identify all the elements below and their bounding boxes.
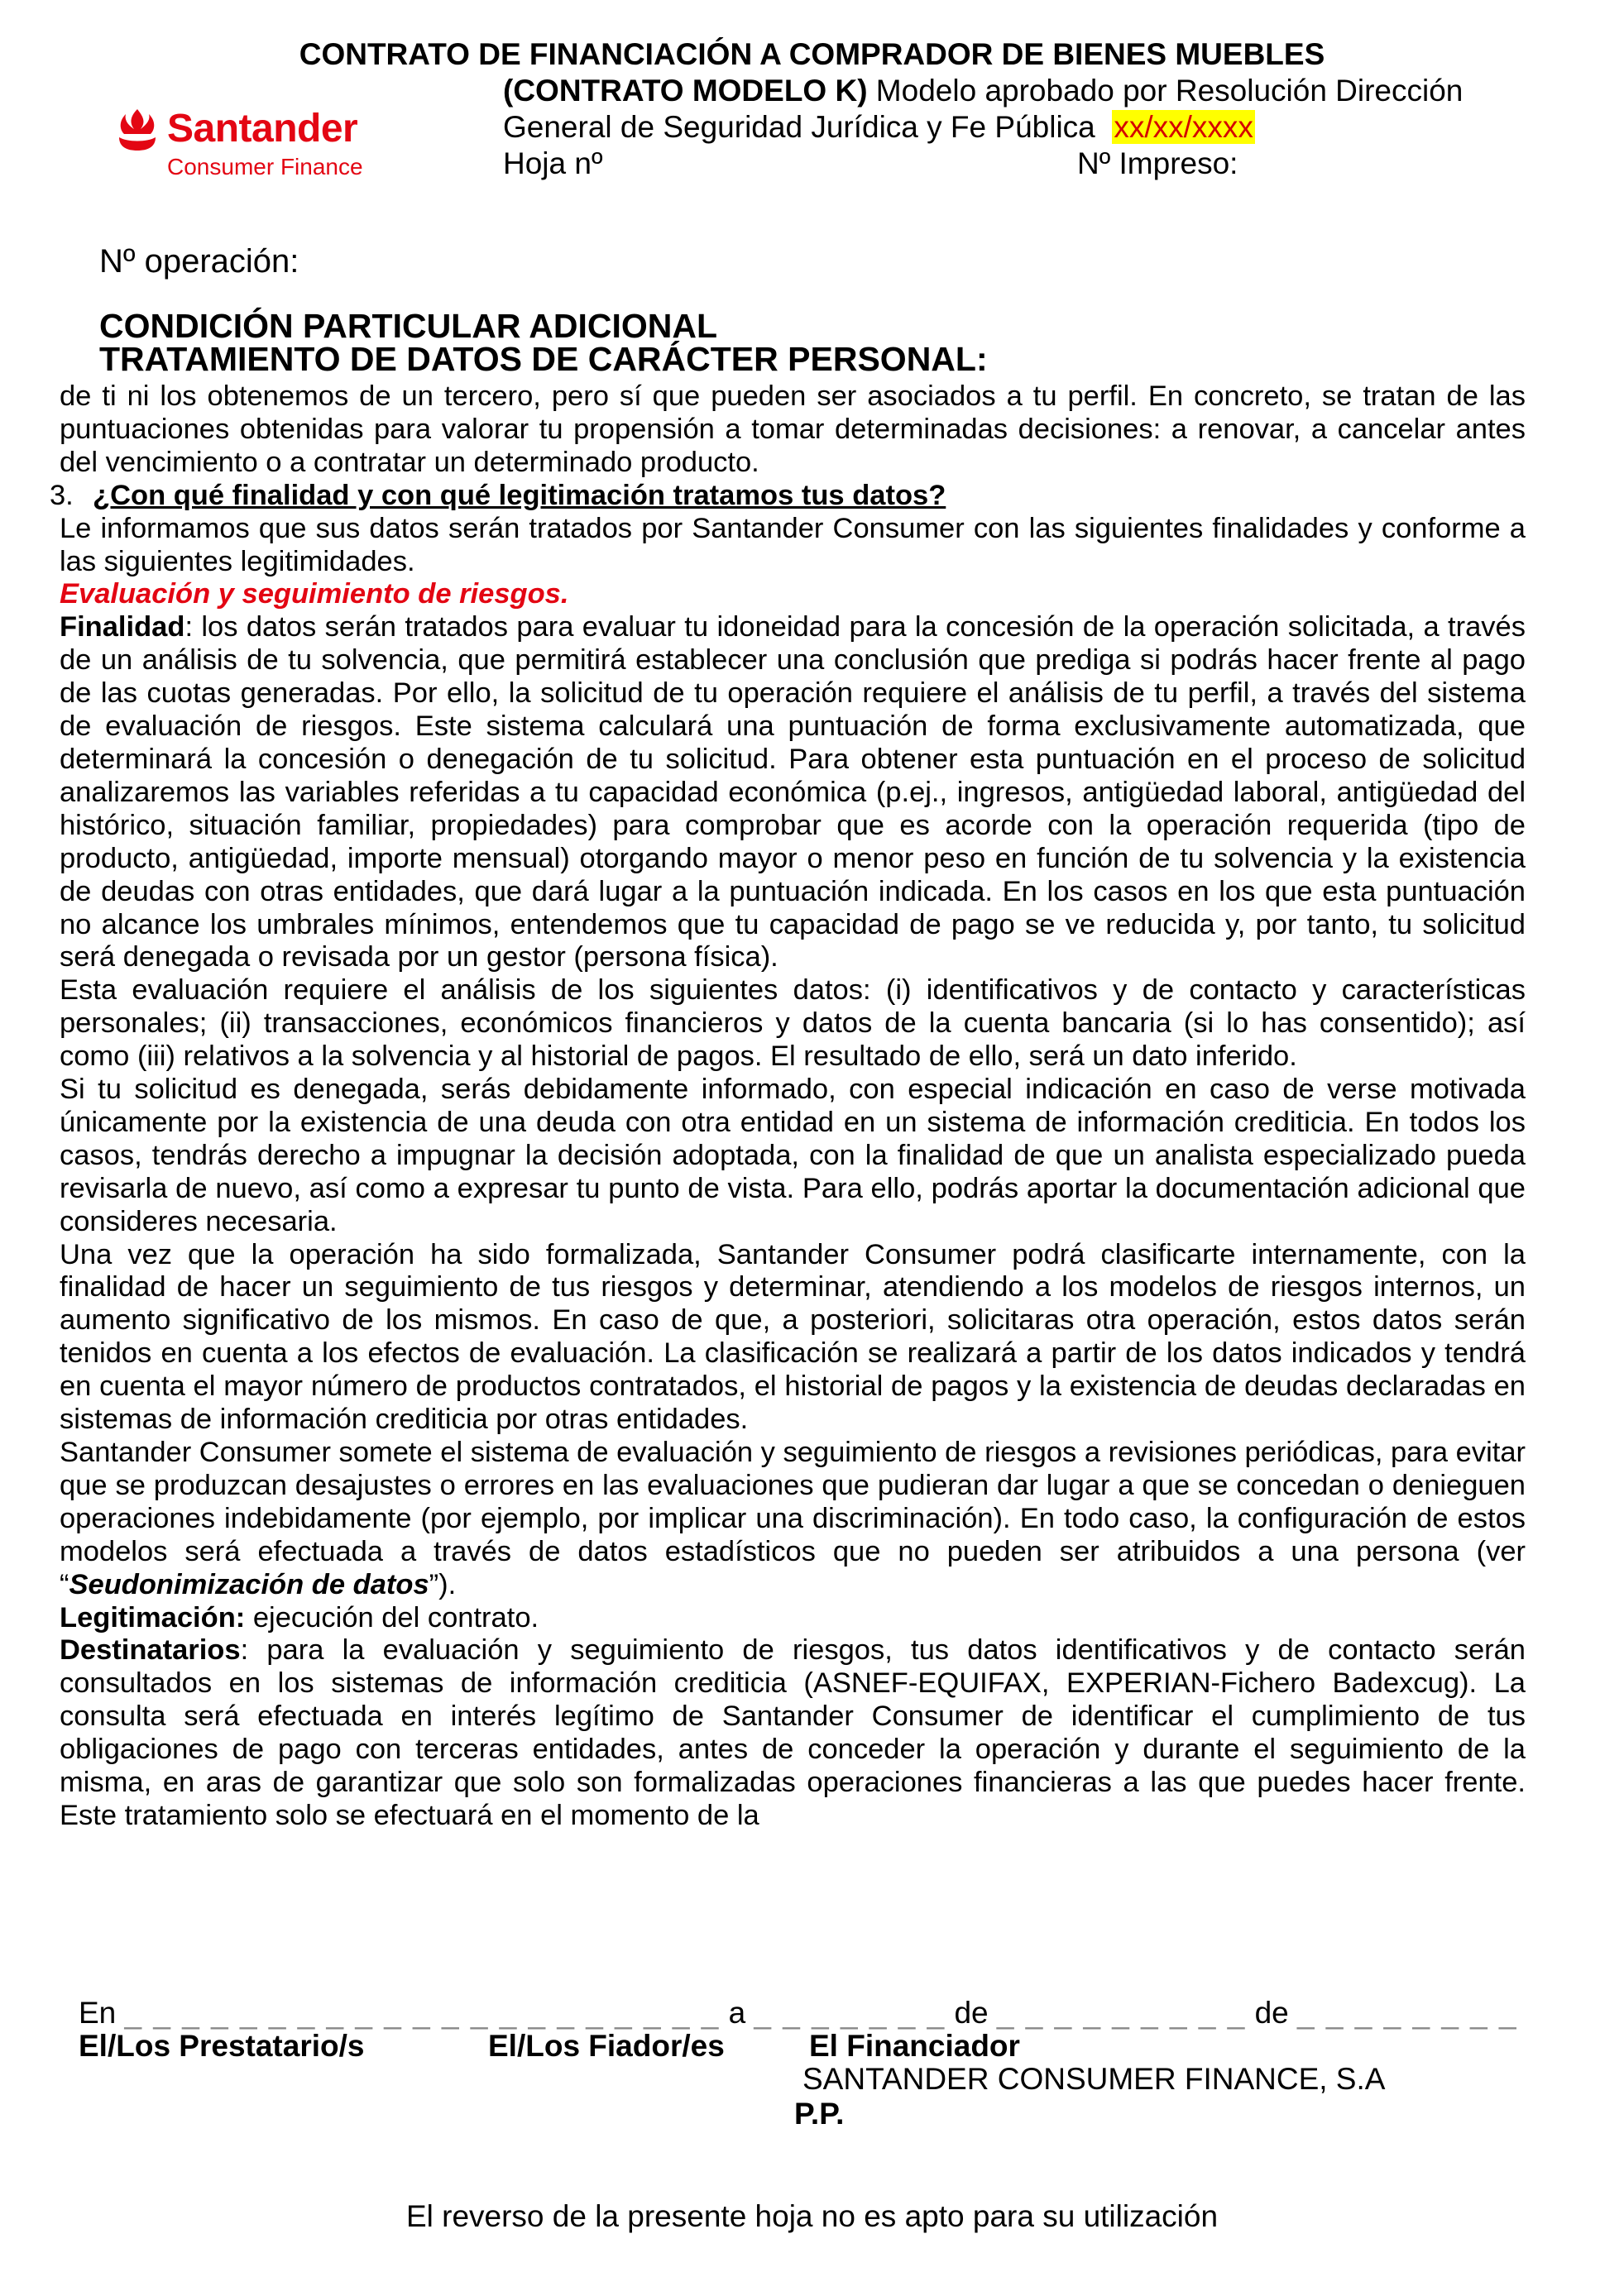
de-label-1: de [954,1996,989,2030]
place-blank: _ _ _ _ _ _ _ _ _ _ _ _ _ _ _ _ _ _ _ _ _ [124,1996,721,2030]
section-number: 3. [50,479,74,511]
document-body [50,380,1526,1833]
model-approval-text: Modelo aprobado por Resolución Dirección [867,74,1464,108]
evaluation-paragraph: Esta evaluación requiere el análisis de los siguientes datos: (i) identificativos y de contacto y características personales; (ii) transacciones, económicos financieros y datos de la cuenta bancaria (si lo has consentido); así como (iii) relativos a la solvencia y al historial de pagos. El resultado de ello, será un dato inferido. [60,974,1526,1073]
logo-name: Santander [167,107,358,151]
review-end: ”). [429,1568,457,1600]
document-title: CONTRATO DE FINANCIACIÓN A COMPRADOR DE BIENES MUEBLES [299,37,1325,71]
section-3-heading [50,480,1526,513]
santander-logo [116,104,389,187]
footer-note: El reverso de la presente hoja no es apto para su utilización [405,2199,1219,2233]
legitimation-label: Legitimación: [60,1601,246,1634]
en-label: En [79,1996,117,2030]
formalized-paragraph: Una vez que la operación ha sido formalizada, Santander Consumer podrá clasificarte internamente, con la finalidad de hacer un seguimiento de tus riesgos y determinar, atendiendo a los modelos de riesgos internos, un aumento significativo de los mismos. En caso de que, a posteriori, solicitaras otra operación, estos datos serán tenidos en cuenta a los efectos de evaluación. La clasificación se realizará a partir de los datos indicados y tendrá en cuenta el mayor número de productos contratados, el historial de pagos y la existencia de deudas declaradas en sistemas de información crediticia por otras entidades. [60,1238,1526,1436]
intro-paragraph: de ti ni los obtenemos de un tercero, pero sí que pueden ser asociados a tu perfil. En concreto, se tratan de las puntuaciones obtenidas para valorar tu propensión a tomar determinadas decisiones: a renovar, a cancelar antes del vencimiento o a contratar un determinado producto. [60,380,1526,478]
day-blank: _ _ _ _ _ _ _ [754,1996,946,2030]
finalidad-text: : los datos serán tratados para evaluar tu idoneidad para la concesión de la operación solicitada, a través de un análisis de tu solvencia, que permitirá establecer una conclusión que prediga si podrás hacer frente al pago de las cuotas generadas. Por ello, la solicitud de tu operación requiere el análisis de tu perfil, a través del sistema de evaluación de riesgos. Este sistema calculará una puntuación de forma exclusivamente automatizada, que determinará la concesión o denegación de tu solicitud. Para obtener esta puntuación en el proceso de solicitud analizaremos las variables referidas a tu capacidad económica (p.ej., ingresos, antigüedad laboral, antigüedad del histórico, situación familiar, propiedades) para comprobar que es acorde con la operación requerida (tipo de producto, antigüedad, importe mensual) otorgando mayor o menor peso en función de tu solvencia y la existencia de deudas con otras entidades, que dará lugar a la puntuación indicada. En los casos en los que esta puntuación no alcance los umbrales mínimos, entendemos que tu capacidad de pago se ve reducida y, por tanto, tu solicitud será denegada o revisada por un gestor (persona física). [60,611,1526,973]
guarantor-signature-label: El/Los Fiador/es [488,2029,725,2063]
denied-paragraph: Si tu solicitud es denegada, serás debidamente informado, con especial indicación en caso de verse motivada únicamente por la existencia de una deuda con otra entidad en un sistema de información crediticia. En todos los casos, tendrás derecho a impugnar la decisión adoptada, con la finalidad de que un analista especializado pueda revisarla de nuevo, así como a expresar tu punto de vista. Para ello, podrás aportar la documentación adicional que consideres necesaria. [60,1074,1526,1237]
resolution-text: General de Seguridad Jurídica y Fe Pública [503,110,1095,144]
condition-subtitle: TRATAMIENTO DE DATOS DE CARÁCTER PERSONAL: [99,340,988,378]
pseudonymization-ref: Seudonimización de datos [69,1568,429,1600]
date-placeholder: xx/xx/xxxx [1114,110,1253,144]
recipients-paragraph [60,1634,1526,1832]
recipients-text: : para la evaluación y seguimiento de riesgos, tus datos identificativos y de contacto serán consultados en los sistemas de información crediticia (ASNEF-EQUIFAX, EXPERIAN-Fichero Badexcug). La consulta será efectuada en interés legítimo de Santander Consumer de identificar el cumplimiento de tus obligaciones de pago con terceras entidades, antes de conceder la operación y durante el seguimiento de la misma, en aras de garantizar que solo son formalizadas operaciones financieras a las que puedes hacer frente. Este tratamiento solo se efectuará en el momento de la [60,1634,1526,1831]
impreso-label: Nº Impreso: [1077,146,1238,180]
a-label: a [728,1996,746,2030]
review-paragraph [60,1437,1526,1602]
pp-label: P.P. [794,2097,845,2131]
year-blank: _ _ _ _ _ _ _ _ [1297,1996,1518,2030]
model-line [503,73,1463,109]
financier-company: SANTANDER CONSUMER FINANCE, S.A [802,2062,1386,2096]
risk-heading: Evaluación y seguimiento de riesgos. [60,578,569,610]
finalidad-label: Finalidad [60,611,185,643]
financier-signature-label: El Financiador [809,2029,1020,2063]
review-text: Santander Consumer somete el sistema de evaluación y seguimiento de riesgos a revisiones periódicas, para evitar que se produzcan desajustes o errores en las evaluaciones que pudieran dar lugar a que se concedan o denieguen operaciones indebidamente (por ejemplo, por implicar una discriminación). En todo caso, la configuración de estos modelos será efectuada a través de datos estadísticos que no pueden ser atribuidos a una persona (ver “ [60,1437,1526,1600]
flame-icon [116,108,159,152]
place-date-line [79,1995,1518,2031]
month-blank: _ _ _ _ _ _ _ _ _ [996,1996,1247,2030]
inform-paragraph: Le informamos que sus datos serán tratados por Santander Consumer con las siguientes finalidades y conforme a las siguientes legitimidades. [60,512,1526,577]
hoja-label: Hoja nº [503,146,603,180]
operation-number-label: Nº operación: [99,243,299,280]
logo-subtitle: Consumer Finance [167,154,363,179]
borrower-signature-label: El/Los Prestatario/s [79,2029,365,2063]
legitimation-text: ejecución del contrato. [245,1601,539,1634]
model-code: (CONTRATO MODELO K) [503,74,868,108]
recipients-label: Destinatarios [60,1634,241,1667]
legitimation-paragraph [60,1602,1526,1635]
section-title: ¿Con qué finalidad y con qué legitimación tratamos tus datos? [93,479,946,511]
finalidad-paragraph [60,611,1526,974]
de-label-2: de [1254,1996,1289,2030]
condition-title: CONDICIÓN PARTICULAR ADICIONAL [99,307,718,345]
resolution-line [503,109,1255,146]
